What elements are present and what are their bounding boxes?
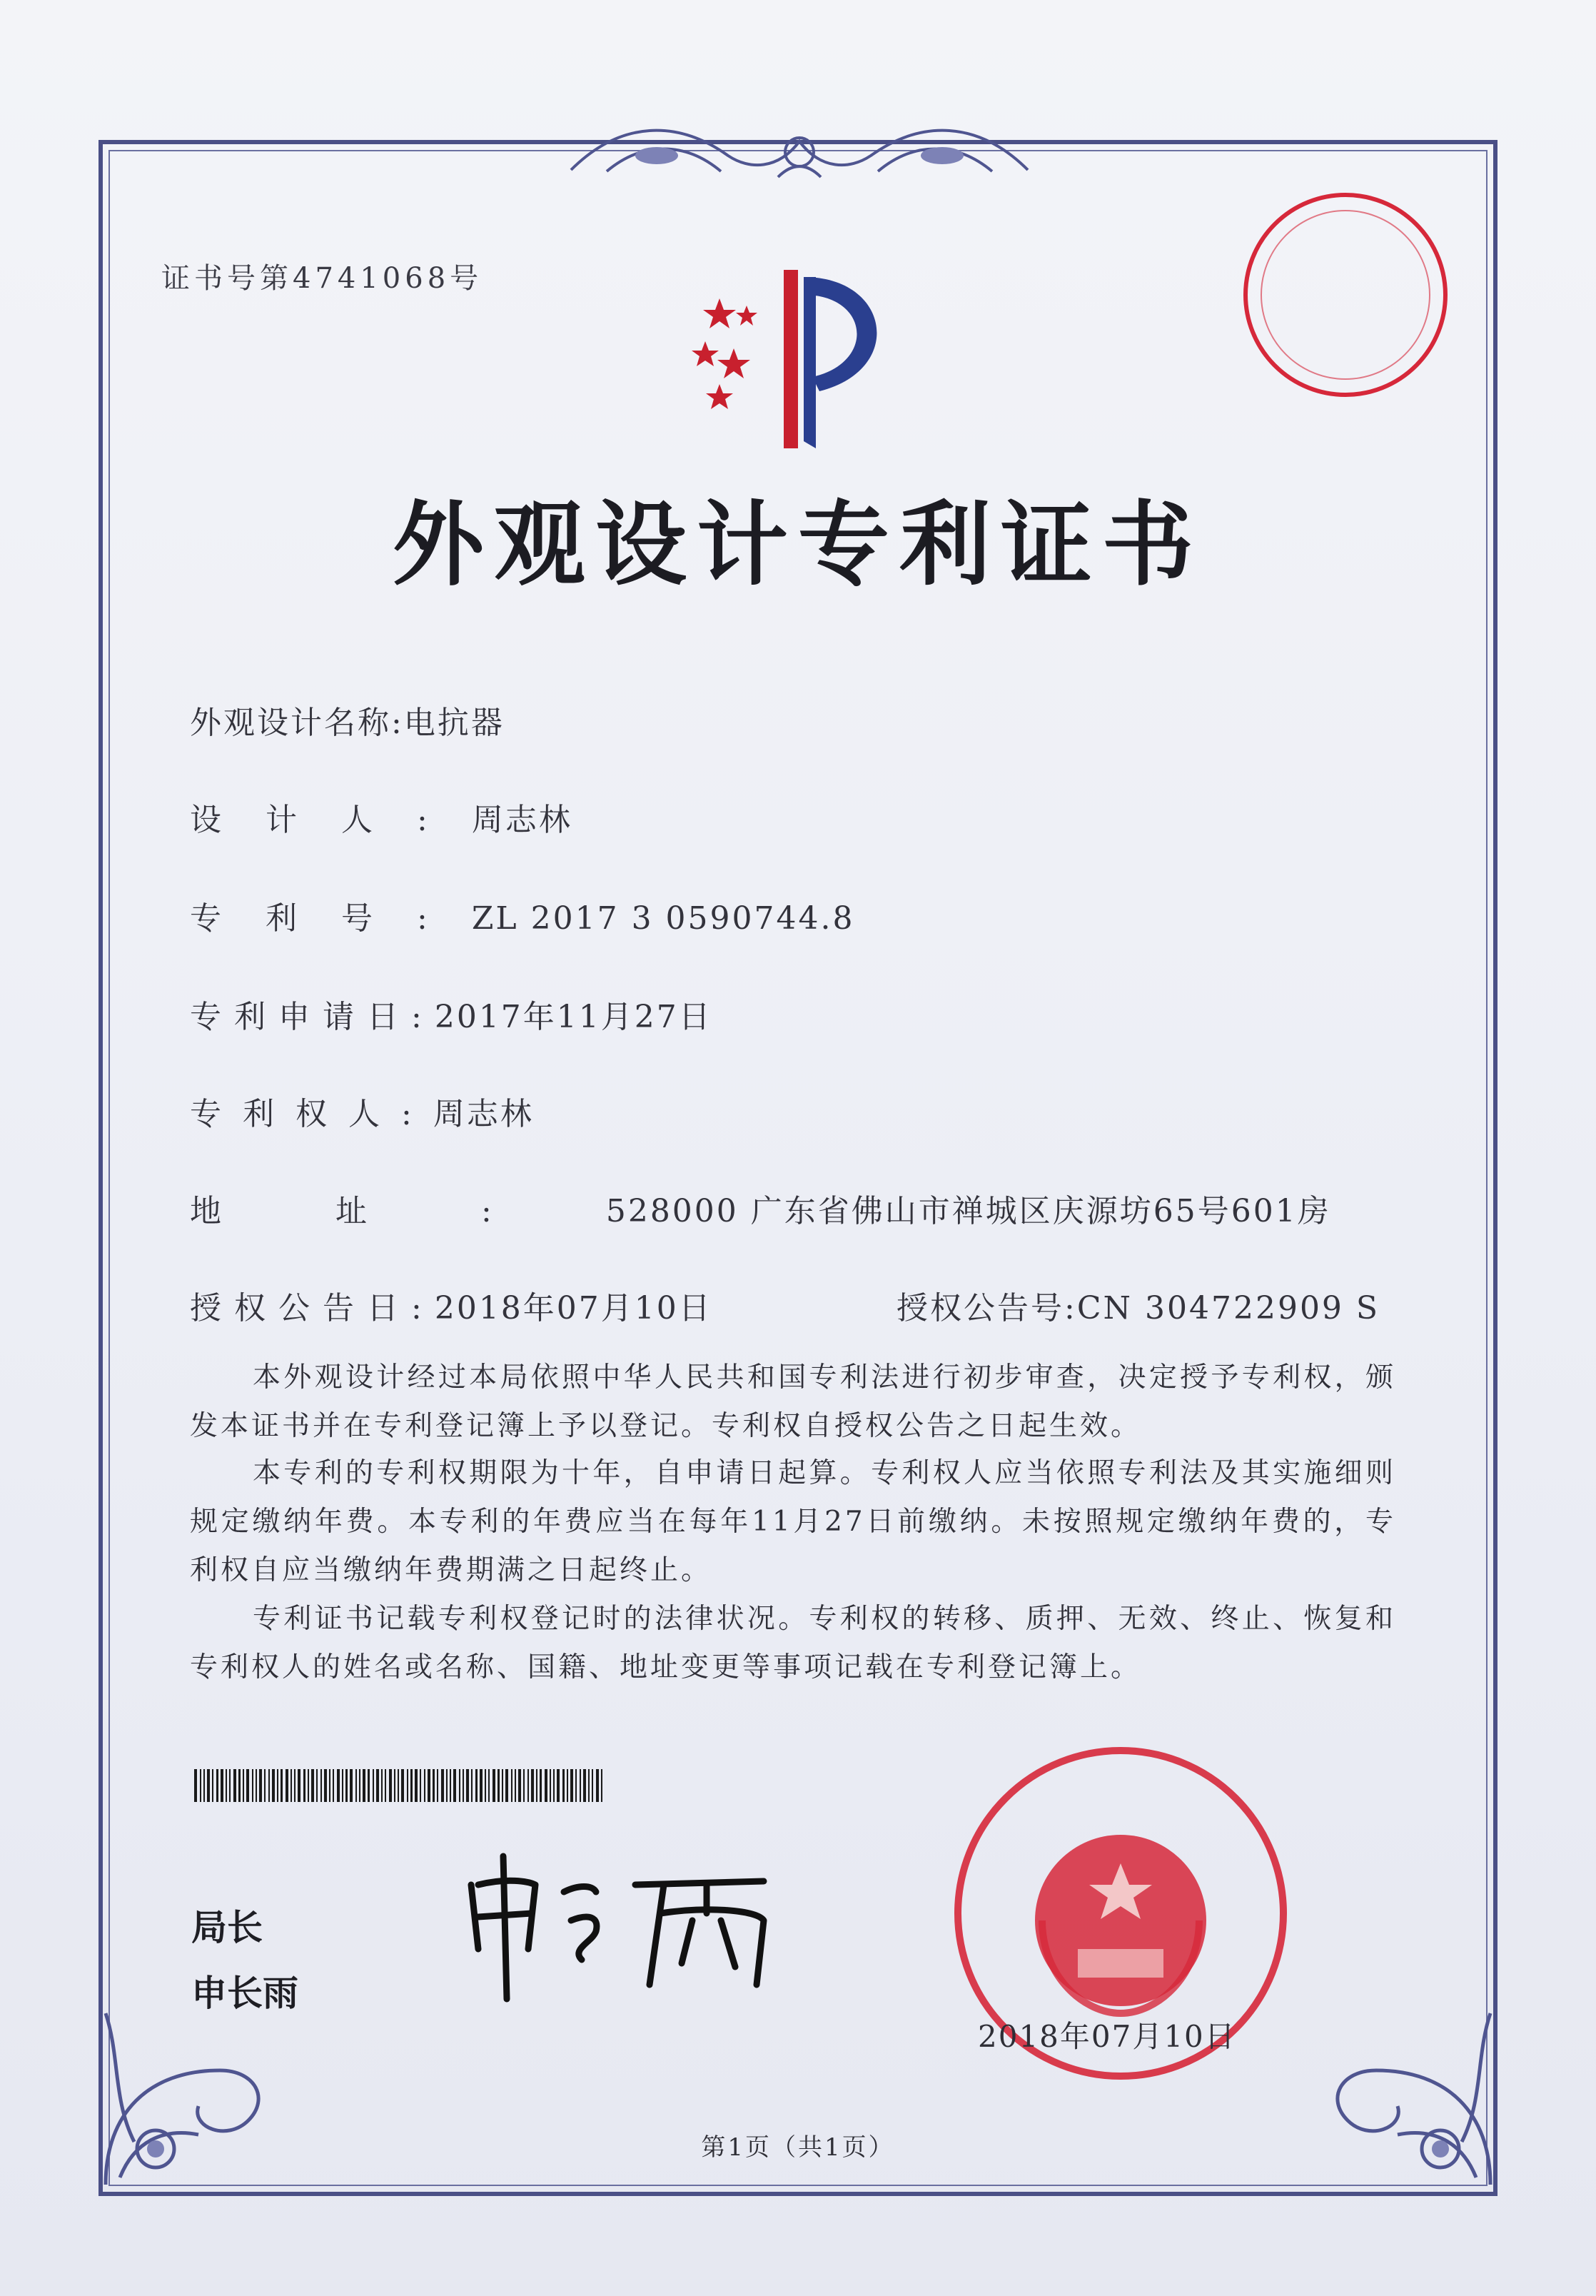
body-paragraph-2: 本专利的专利权期限为十年，自申请日起算。专利权人应当依照专利法及其实施细则规定缴纳年费。本专利的年费应当在每年11月27日前缴纳。未按照规定缴纳年费的，专利权自应当缴纳年费期满之日起终止。	[190, 1457, 1396, 1586]
patent-number-label: 专利号:	[190, 900, 472, 937]
seal-date: 2018年07月10日	[978, 2019, 1236, 2054]
patent-number-row	[190, 892, 855, 938]
grant-date-value: 2018年07月10日	[434, 1290, 712, 1326]
grant-number-label: 授权公告号:	[897, 1290, 1077, 1326]
address-row	[190, 1185, 1331, 1231]
director-name: 申长雨	[191, 1973, 298, 2014]
patentee-label: 专利权人:	[190, 1096, 433, 1132]
designer-row	[190, 794, 572, 840]
patent-office-logo	[677, 263, 919, 455]
design-name-label: 外观设计名称:	[190, 705, 404, 741]
patent-number-value: ZL 2017 3 0590744.8	[471, 900, 855, 937]
address-value: 528000 广东省佛山市禅城区庆源坊65号601房	[605, 1193, 1331, 1229]
director-title: 局长	[191, 1907, 263, 1948]
bottom-right-ornament	[1291, 1985, 1505, 2199]
designer-label: 设计人:	[190, 802, 472, 838]
design-name-value: 电抗器	[403, 705, 505, 741]
filing-date-label: 专利申请日:	[190, 999, 435, 1035]
barcode	[194, 1769, 602, 1802]
handwritten-signature	[457, 1842, 799, 2006]
certificate-title: 外观设计专利证书	[392, 491, 1203, 598]
address-label: 地址:	[190, 1193, 606, 1229]
filing-date-value: 2017年11月27日	[434, 999, 712, 1035]
patentee-value: 周志林	[433, 1096, 534, 1132]
top-ornament	[564, 113, 1035, 191]
designer-value: 周志林	[471, 802, 572, 838]
filing-date-row	[190, 991, 712, 1037]
grant-date-row	[190, 1282, 712, 1328]
grant-number-value: CN 304722909 S	[1076, 1290, 1380, 1326]
body-paragraph-1: 本外观设计经过本局依照中华人民共和国专利法进行初步审查，决定授予专利权，颁发本证书并在专利登记簿上予以登记。专利权自授权公告之日起生效。	[190, 1361, 1396, 1442]
grant-number-row	[897, 1282, 1380, 1328]
patentee-row	[190, 1088, 534, 1134]
page-number: 第1页（共1页）	[701, 2133, 895, 2162]
body-paragraph-3: 专利证书记载专利权登记时的法律状况。专利权的转移、质押、无效、终止、恢复和专利权人的姓名或名称、国籍、地址变更等事项记载在专利登记簿上。	[190, 1603, 1396, 1683]
tax-stamp-seal	[1235, 184, 1456, 406]
certificate-number: 证书号第4741068号	[161, 262, 483, 295]
design-name-row	[190, 697, 505, 742]
grant-date-label: 授权公告日:	[190, 1290, 435, 1326]
bottom-left-ornament	[91, 1985, 305, 2199]
